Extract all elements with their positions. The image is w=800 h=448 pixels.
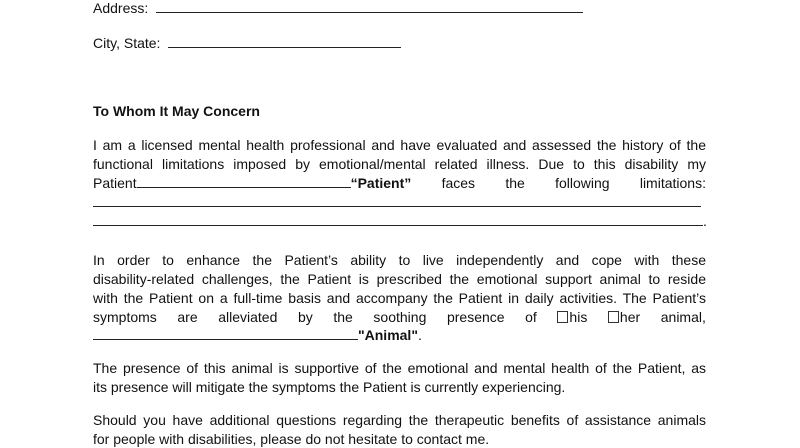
limitations-field-2[interactable] (93, 213, 703, 226)
word: are (177, 309, 198, 325)
animal-name-field[interactable] (93, 327, 358, 340)
patient-prefix: Patient (93, 175, 137, 191)
her-option[interactable] (608, 309, 640, 326)
period: . (417, 327, 422, 343)
word: of (525, 309, 537, 325)
her-label: her (619, 309, 641, 325)
patient-name-field[interactable] (137, 175, 351, 188)
word: the (333, 309, 353, 325)
his-checkbox[interactable] (557, 311, 568, 323)
address-field[interactable] (156, 0, 583, 13)
p1-line1: I am a licensed mental health professional and have evaluated and assessed the history of the (93, 137, 706, 153)
p3-line1: The presence of this animal is supportive of the emotional and mental health of the Patient, as (93, 360, 706, 376)
p2-line1: In order to enhance the Patient’s ability to live independently and cope with these (93, 252, 706, 268)
city-state-label: City, State: (93, 35, 161, 51)
word: symptoms (93, 309, 157, 325)
address-row (93, 0, 583, 17)
patient-term: “Patient” (350, 175, 412, 191)
word: alleviated (218, 309, 278, 325)
p4-line1: Should you have additional questions regarding the therapeutic benefits of assistance animals (93, 412, 706, 428)
p4-line2: for people with disabilities, please do not hesitate to contact me. (93, 431, 490, 447)
word: by (297, 309, 313, 325)
period: . (703, 213, 707, 229)
p2-line4 (93, 309, 706, 326)
salutation: To Whom It May Concern (93, 103, 260, 119)
p3-line2: its presence will mitigate the symptoms the Patient is currently experiencing. (93, 379, 566, 395)
limitations-field-1[interactable] (93, 194, 701, 207)
p2-line3: with the Patient on a full-time basis and accompany the Patient in daily activities. The Patient’s (93, 290, 706, 306)
city-state-row (93, 35, 401, 52)
address-label: Address: (93, 0, 149, 16)
his-option[interactable] (557, 309, 587, 326)
p2-line5 (93, 327, 422, 344)
p1-line2: functional limitations imposed by emotional/mental related illness. Due to this disability my (93, 156, 706, 172)
his-label: his (569, 309, 588, 325)
word: limitations: (639, 175, 706, 191)
city-state-field[interactable] (168, 35, 401, 48)
p1-line3 (93, 175, 706, 192)
animal-term: "Animal" (358, 327, 418, 343)
word: animal, (660, 309, 706, 325)
word: presence (446, 309, 505, 325)
word: following (555, 175, 610, 191)
p2-line2: disability-related challenges, the Patient is prescribed the emotional support animal to reside (93, 271, 706, 287)
her-checkbox[interactable] (608, 311, 619, 323)
p1-line4 (93, 194, 701, 211)
word: faces (441, 175, 476, 191)
p1-line5 (93, 213, 707, 230)
word: soothing (373, 309, 427, 325)
word: the (505, 175, 525, 191)
